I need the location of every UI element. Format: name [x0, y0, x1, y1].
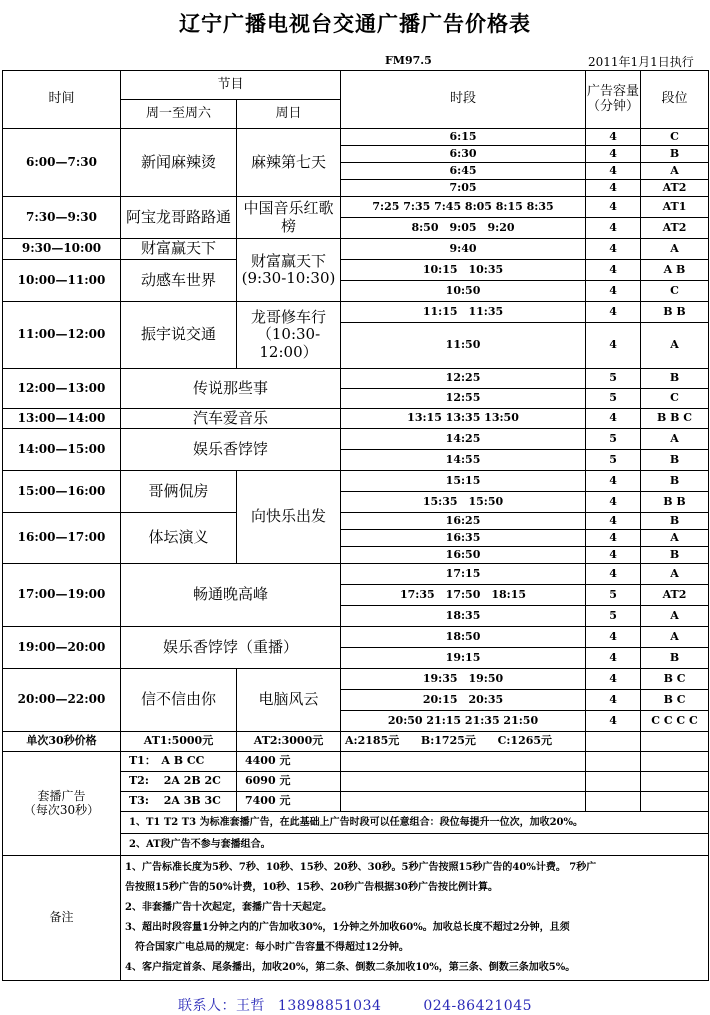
level-cell: A	[641, 606, 709, 627]
remark-line: 1、广告标准长度为5秒、7秒、10秒、15秒、20秒、30秒。5秒广告按照15秒广告的40%计费。 7秒广	[125, 862, 597, 873]
level-cell: C	[641, 281, 709, 302]
level-cell: AT2	[641, 218, 709, 239]
program-daily: 传说那些事	[121, 369, 341, 409]
level-cell: A	[641, 627, 709, 648]
program-daily: 娱乐香饽饽（重播）	[121, 627, 341, 669]
slot-cell: 9:40	[341, 239, 586, 260]
time-cell: 13:00—14:00	[3, 409, 121, 429]
slot-cell: 19:35 19:50	[341, 669, 586, 690]
capacity-cell: 4	[586, 648, 641, 669]
slot-cell: 11:50	[341, 323, 586, 369]
slot-cell: 8:50 9:05 9:20	[341, 218, 586, 239]
header-time: 时间	[3, 71, 121, 129]
level-cell: B	[641, 648, 709, 669]
time-cell: 7:30—9:30	[3, 197, 121, 239]
program-daily: 汽车爱音乐	[121, 409, 341, 429]
level-cell: B	[641, 471, 709, 492]
slot-cell: 6:45	[341, 163, 586, 180]
capacity-cell: 4	[586, 239, 641, 260]
level-cell: B B	[641, 492, 709, 513]
contact-line	[0, 995, 710, 1015]
level-cell: B	[641, 547, 709, 564]
capacity-cell: 4	[586, 547, 641, 564]
package-note: 1、T1 T2 T3 为标准套播广告，在此基础上广告时段可以任意组合：段位每提升一位次，加收20%。	[121, 812, 709, 834]
program-sunday: 龙哥修车行（10:30-12:00）	[237, 302, 341, 369]
capacity-cell: 4	[586, 180, 641, 197]
level-cell: AT2	[641, 585, 709, 606]
capacity-cell: 4	[586, 197, 641, 218]
header-level: 段位	[641, 71, 709, 129]
level-cell: C	[641, 129, 709, 146]
slot-cell: 12:55	[341, 389, 586, 409]
time-cell: 9:30—10:00	[3, 239, 121, 260]
package-price: 7400 元	[237, 792, 341, 812]
capacity-cell: 4	[586, 323, 641, 369]
price-abc	[341, 732, 586, 752]
price-b: B:1725元	[420, 734, 476, 748]
level-cell: B B	[641, 302, 709, 323]
slot-cell: 15:15	[341, 471, 586, 492]
level-cell: A	[641, 239, 709, 260]
slot-cell: 15:35 15:50	[341, 492, 586, 513]
price-at2: AT2:3000元	[237, 732, 341, 752]
remark-line: 告按照15秒广告的50%计费，10秒、15秒、20秒广告根据30秒广告按比例计算。	[125, 882, 498, 893]
slot-cell: 10:15 10:35	[341, 260, 586, 281]
capacity-cell: 5	[586, 369, 641, 389]
slot-cell: 17:15	[341, 564, 586, 585]
program-sunday: 向快乐出发	[237, 471, 341, 564]
time-cell: 19:00—20:00	[3, 627, 121, 669]
capacity-cell: 4	[586, 471, 641, 492]
time-cell: 15:00—16:00	[3, 471, 121, 513]
program-sunday: 中国音乐红歌榜	[237, 197, 341, 239]
level-cell: B C	[641, 690, 709, 711]
remark-line: 4、客户指定首条、尾条播出，加收20%，第二条、倒数二条加收10%，第三条、倒数三条加收5%。	[125, 962, 576, 973]
slot-cell: 20:50 21:15 21:35 21:50	[341, 711, 586, 732]
capacity-cell: 4	[586, 302, 641, 323]
contact-name: 联系人：王哲	[177, 998, 265, 1014]
slot-cell: 18:35	[341, 606, 586, 627]
package-price: 6090 元	[237, 772, 341, 792]
page-title: 辽宁广播电视台交通广播广告价格表	[179, 11, 531, 36]
level-cell: B	[641, 369, 709, 389]
time-cell: 6:00—7:30	[3, 129, 121, 197]
effective-date: 2011年1月1日执行	[588, 55, 694, 69]
slot-cell: 19:15	[341, 648, 586, 669]
program-weekday: 阿宝龙哥路路通	[121, 197, 237, 239]
single-price-label: 单次30秒价格	[3, 732, 121, 752]
time-cell: 16:00—17:00	[3, 513, 121, 564]
header-slot: 时段	[341, 71, 586, 129]
package-label: 套播广告	[37, 788, 86, 803]
capacity-cell: 5	[586, 450, 641, 471]
capacity-cell: 4	[586, 513, 641, 530]
level-cell: C C C C	[641, 711, 709, 732]
time-cell: 14:00—15:00	[3, 429, 121, 471]
level-cell: A B	[641, 260, 709, 281]
level-cell: B	[641, 450, 709, 471]
program-weekday: 振宇说交通	[121, 302, 237, 369]
level-cell: AT2	[641, 180, 709, 197]
capacity-cell: 5	[586, 585, 641, 606]
slot-cell: 6:15	[341, 129, 586, 146]
slot-cell: 16:35	[341, 530, 586, 547]
capacity-cell: 4	[586, 530, 641, 547]
program-sunday: 电脑风云	[237, 669, 341, 732]
price-at1: AT1:5000元	[121, 732, 237, 752]
slot-cell: 16:25	[341, 513, 586, 530]
slot-cell: 14:55	[341, 450, 586, 471]
package-price: 4400 元	[237, 752, 341, 772]
package-name: T1： A B CC	[121, 752, 237, 772]
level-cell: C	[641, 389, 709, 409]
time-cell: 11:00—12:00	[3, 302, 121, 369]
capacity-cell: 4	[586, 146, 641, 163]
level-cell: B C	[641, 669, 709, 690]
program-sunday: 麻辣第七天	[237, 129, 341, 197]
time-cell: 10:00—11:00	[3, 260, 121, 302]
remark-line: 3、超出时段容量1分钟之内的广告加收30%，1分钟之外加收60%。加收总长度不超过2分钟，且须	[125, 922, 570, 933]
slot-cell: 14:25	[341, 429, 586, 450]
header-program: 节目	[121, 71, 341, 100]
contact-phone-office: 024-86421045	[423, 998, 533, 1014]
slot-cell: 16:50	[341, 547, 586, 564]
level-cell: AT1	[641, 197, 709, 218]
capacity-cell: 4	[586, 260, 641, 281]
package-label-sub: （每次30秒）	[23, 802, 100, 817]
level-cell: B B C	[641, 409, 709, 429]
slot-cell: 10:50	[341, 281, 586, 302]
capacity-cell: 4	[586, 129, 641, 146]
capacity-cell: 4	[586, 492, 641, 513]
capacity-cell: 4	[586, 627, 641, 648]
level-cell: B	[641, 513, 709, 530]
frequency-label: FM97.5	[385, 54, 432, 67]
slot-cell: 12:25	[341, 369, 586, 389]
capacity-cell: 5	[586, 389, 641, 409]
level-cell: A	[641, 564, 709, 585]
program-weekday: 哥俩侃房	[121, 471, 237, 513]
capacity-cell: 4	[586, 669, 641, 690]
program-weekday: 财富赢天下	[121, 239, 237, 260]
level-cell: A	[641, 323, 709, 369]
remarks-label: 备注	[3, 856, 121, 981]
capacity-cell: 4	[586, 690, 641, 711]
capacity-cell: 4	[586, 711, 641, 732]
level-cell: B	[641, 146, 709, 163]
slot-cell: 17:35 17:50 18:15	[341, 585, 586, 606]
slot-cell: 7:25 7:35 7:45 8:05 8:15 8:35	[341, 197, 586, 218]
remark-line: 2、非套播广告十次起定，套播广告十天起定。	[125, 902, 332, 913]
header-weekday: 周一至周六	[121, 100, 237, 129]
program-sunday: 财富赢天下(9:30-10:30)	[237, 239, 341, 302]
remark-line: 符合国家广电总局的规定：每小时广告容量不得超过12分钟。	[125, 942, 409, 953]
program-daily: 畅通晚高峰	[121, 564, 341, 627]
package-name: T3: 2A 3B 3C	[121, 792, 237, 812]
program-weekday: 体坛演义	[121, 513, 237, 564]
time-cell: 20:00—22:00	[3, 669, 121, 732]
level-cell: A	[641, 530, 709, 547]
slot-cell: 13:15 13:35 13:50	[341, 409, 586, 429]
capacity-cell: 4	[586, 409, 641, 429]
slot-cell: 7:05	[341, 180, 586, 197]
header-capacity: 广告容量（分钟）	[586, 71, 641, 129]
program-daily: 娱乐香饽饽	[121, 429, 341, 471]
capacity-cell: 4	[586, 281, 641, 302]
capacity-cell: 5	[586, 429, 641, 450]
capacity-cell: 4	[586, 163, 641, 180]
slot-cell: 20:15 20:35	[341, 690, 586, 711]
capacity-cell: 4	[586, 218, 641, 239]
contact-phone-mobile: 13898851034	[277, 998, 382, 1014]
price-table	[2, 70, 709, 981]
capacity-cell: 5	[586, 606, 641, 627]
package-note: 2、AT段广告不参与套播组合。	[121, 834, 709, 856]
program-weekday: 信不信由你	[121, 669, 237, 732]
slot-cell: 11:15 11:35	[341, 302, 586, 323]
price-c: C:1265元	[497, 734, 553, 748]
package-name: T2: 2A 2B 2C	[121, 772, 237, 792]
capacity-cell: 4	[586, 564, 641, 585]
program-weekday: 动感车世界	[121, 260, 237, 302]
level-cell: A	[641, 429, 709, 450]
price-a: A:2185元	[345, 734, 400, 748]
level-cell: A	[641, 163, 709, 180]
time-cell: 17:00—19:00	[3, 564, 121, 627]
package-label-cell	[3, 752, 121, 856]
header-sunday: 周日	[237, 100, 341, 129]
remarks-body	[121, 856, 709, 981]
program-weekday: 新闻麻辣烫	[121, 129, 237, 197]
time-cell: 12:00—13:00	[3, 369, 121, 409]
slot-cell: 18:50	[341, 627, 586, 648]
slot-cell: 6:30	[341, 146, 586, 163]
